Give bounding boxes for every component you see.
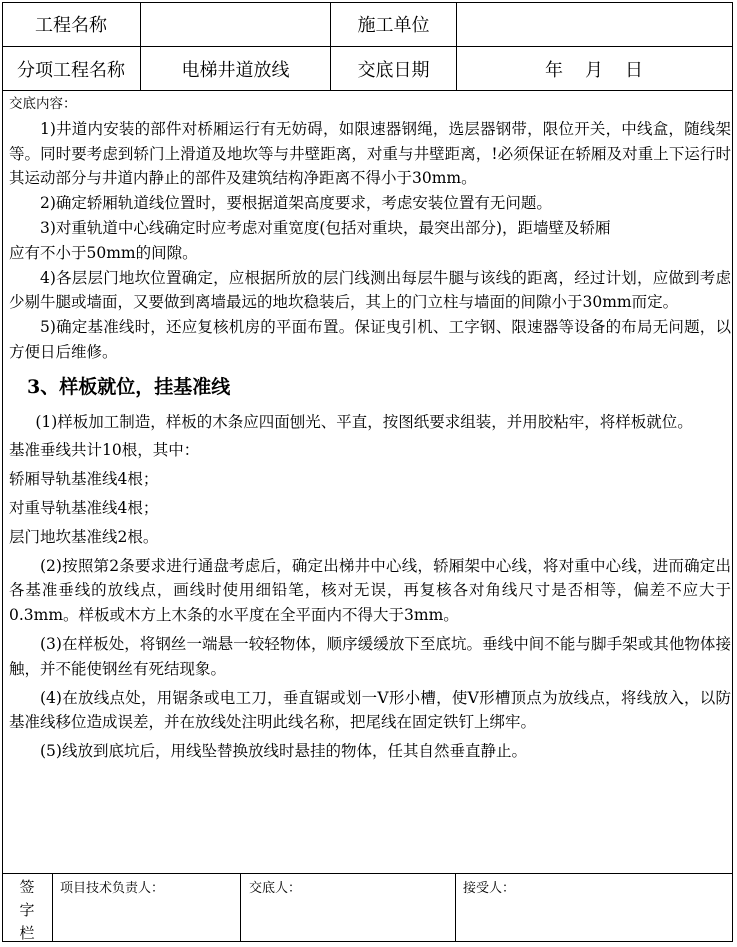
- section-item: (2)按照第2条要求进行通盘考虑后，确定出梯井中心线，轿厢架中心线，将对重中心线，进而确定出各基准垂线的放线点，画线时使用细铅笔，核对无误，再复核各对角线尺寸是否相等，偏差不应大于0.3mm。样板或木方上木条的水平度在全平面内不得大于3mm。: [9, 556, 731, 625]
- disclosure-content: [9, 92, 731, 764]
- receiver-signature-field[interactable]: 接受人：: [463, 881, 516, 896]
- content-item: 5)确定基准线时，还应复核机房的平面布置。保证曳引机、工字钢、限速器等设备的布局无问题，以方便日后维修。: [9, 318, 731, 361]
- project-name-label: 工程名称: [35, 15, 107, 36]
- contractor-label: 施工单位: [357, 15, 430, 36]
- signature-divider-1: [52, 873, 53, 942]
- signature-divider-2: [240, 873, 241, 942]
- section-item: 对重导轨基准线4根；: [9, 498, 159, 517]
- content-item: 1)井道内安装的部件对桥厢运行有无妨碍，如限速器钢绳，选层器钢带，限位开关，中线盒，随线架等。同时要考虑到轿门上滑道及地坎等与井壁距离，对重与井壁距离，!必须保证在轿厢及对重上下运行时其运动部分与井道内静止的部件及建筑结构净距离不得小于30mm。: [9, 119, 731, 188]
- section-item: 轿厢导轨基准线4根；: [9, 470, 159, 489]
- signature-divider-3: [455, 873, 456, 942]
- date-label: 交底日期: [357, 59, 430, 81]
- content-label: 交底内容：: [9, 96, 77, 112]
- content-item: 4)各层层门地坎位置确定，应根据所放的层门线测出每层牛腿与该线的距离，经过计划，应做到考虑少剔牛腿或墙面，又要做到离墙最远的地坎稳装后，其上的门立柱与墙面的间隙小于30mm而定。: [9, 268, 731, 312]
- project-name-value[interactable]: [141, 2, 330, 46]
- contractor-value[interactable]: [457, 2, 733, 46]
- signature-side-label: [18, 876, 36, 945]
- signature-side-char: 字: [19, 901, 35, 919]
- section-item: 层门地坎基准线2根。: [9, 527, 159, 546]
- content-item: 3)对重轨道中心线确定时应考虑对重宽度(包括对重块，最突出部分)，距墙壁及轿厢: [40, 218, 611, 237]
- content-item: 应有不小于50mm的间隙。: [9, 243, 198, 262]
- subproject-label: 分项工程名称: [17, 59, 125, 81]
- section-item: (3)在样板处，将钢丝一端悬一较轻物体，顺序缓缓放下至底坑。垂线中间不能与脚手架或其他物体接触，并不能使钢丝有死结现象。: [9, 634, 731, 678]
- signature-side-char: 栏: [19, 924, 35, 942]
- tech-lead-signature-field[interactable]: 项目技术负责人：: [60, 881, 165, 896]
- section-item: 基准垂线共计10根，其中：: [9, 441, 200, 460]
- date-value[interactable]: 年 月 日: [545, 59, 645, 81]
- subproject-value[interactable]: 电梯井道放线: [181, 59, 290, 81]
- section-item: (5)线放到底坑后，用线坠替换放线时悬挂的物体，任其自然垂直静止。: [40, 742, 527, 761]
- signature-side-char: 签: [19, 878, 35, 896]
- header-bottom-rule: [2, 90, 733, 91]
- discloser-signature-field[interactable]: 交底人：: [249, 881, 302, 896]
- section-item: (4)在放线点处，用锯条或电工刀，垂直锯或划一V形小槽，使V形槽顶点为放线点，将线放入，以防基准线移位造成误差，并在放线处注明此线名称，把尾线在固定铁钉上绑牢。: [9, 688, 731, 732]
- content-item: 2)确定轿厢轨道线位置时，要根据道架高度要求，考虑安装位置有无问题。: [40, 194, 552, 213]
- signature-top-rule: [2, 873, 733, 874]
- section-item: (1)样板加工制造，样板的木条应四面刨光、平直，按图纸要求组装，并用胶粘牢，将样板就位。: [35, 412, 693, 431]
- section-heading: 3、样板就位，挂基准线: [27, 375, 231, 398]
